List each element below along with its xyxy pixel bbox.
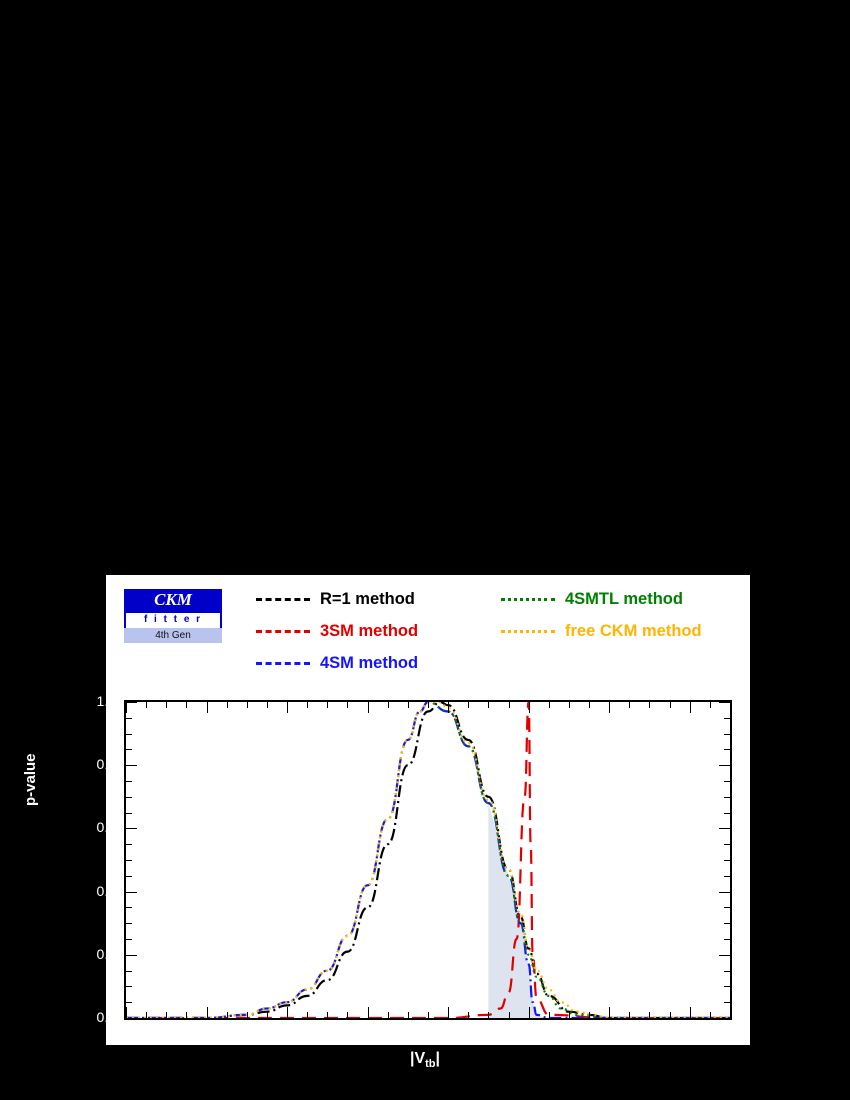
x-tick-minor: [649, 1012, 650, 1018]
legend-swatch-3: [501, 598, 555, 601]
x-tick-minor: [569, 1012, 570, 1018]
x-tick-minor-top: [509, 702, 510, 708]
x-tick-minor-top: [629, 702, 630, 708]
x-tick-major-top: [126, 702, 127, 713]
x-tick-minor-top: [670, 702, 671, 708]
y-tick-minor: [126, 718, 132, 719]
y-tick-minor: [126, 797, 132, 798]
y-tick-major: [126, 765, 137, 766]
y-tick-minor-right: [724, 749, 730, 750]
y-tick-label: 0.0: [96, 1009, 116, 1025]
x-tick-minor: [388, 1012, 389, 1018]
x-tick-major-top: [690, 702, 691, 713]
y-tick-minor: [126, 781, 132, 782]
y-tick-minor-right: [724, 971, 730, 972]
x-tick-minor-top: [186, 702, 187, 708]
y-tick-minor-right: [724, 939, 730, 940]
y-tick-minor-right: [724, 923, 730, 924]
x-tick-minor: [730, 1012, 731, 1018]
y-tick-label: 0.8: [96, 756, 116, 773]
x-tick-minor: [307, 1012, 308, 1018]
x-tick-label: 0.8: [438, 1026, 458, 1042]
y-tick-minor-right: [724, 813, 730, 814]
x-tick-minor-top: [549, 702, 550, 708]
series-line: [126, 702, 730, 1018]
y-tick-label: 0.2: [96, 945, 116, 962]
legend-label-3: 4SMTL method: [565, 589, 683, 608]
x-tick-minor: [267, 1012, 268, 1018]
y-tick-major: [126, 892, 137, 893]
y-tick-major-right: [719, 828, 730, 829]
x-tick-minor: [509, 1012, 510, 1018]
y-tick-major-right: [719, 892, 730, 893]
curves-svg: [126, 702, 730, 1018]
y-tick-minor-right: [724, 907, 730, 908]
x-tick-major-top: [448, 702, 449, 713]
y-tick-minor-right: [724, 781, 730, 782]
legend-item-1: [256, 619, 418, 643]
x-tick-major: [368, 1007, 369, 1018]
legend-label-2: 4SM method: [320, 653, 419, 672]
x-tick-minor: [166, 1012, 167, 1018]
y-tick-minor: [126, 907, 132, 908]
y-tick-major: [126, 1018, 137, 1019]
x-tick-major: [207, 1007, 208, 1018]
legend-label-4: free CKM method: [565, 621, 702, 640]
legend-item-2: [256, 651, 418, 675]
y-tick-minor: [126, 734, 132, 735]
x-axis-title-sub: tb: [425, 1058, 436, 1070]
x-tick-minor-top: [307, 702, 308, 708]
x-tick-minor: [146, 1012, 147, 1018]
x-tick-label: 0.0: [116, 1026, 136, 1042]
legend-swatch-0: [256, 598, 310, 601]
legend-swatch-4: [501, 630, 555, 633]
x-tick-label: 0.4: [277, 1026, 297, 1042]
x-tick-major: [126, 1007, 127, 1018]
x-tick-minor-top: [247, 702, 248, 708]
legend-label-0: R=1 method: [320, 589, 415, 608]
y-tick-minor: [126, 939, 132, 940]
x-tick-minor-top: [327, 702, 328, 708]
x-axis-title: [0, 1050, 850, 1070]
series-line: [126, 702, 730, 1018]
y-axis-title: p-value: [22, 753, 39, 806]
y-tick-label: 0.6: [96, 819, 116, 836]
x-tick-label: 0.2: [196, 1026, 217, 1042]
plot-canvas: [106, 575, 750, 1045]
x-tick-minor: [710, 1012, 711, 1018]
y-tick-minor: [126, 1002, 132, 1003]
y-tick-minor: [126, 749, 132, 750]
x-tick-major-top: [609, 702, 610, 713]
x-tick-minor: [670, 1012, 671, 1018]
x-tick-major-top: [529, 702, 530, 713]
x-tick-minor-top: [267, 702, 268, 708]
x-tick-minor-top: [488, 702, 489, 708]
x-axis-title-end: |: [435, 1050, 441, 1067]
x-tick-minor-top: [569, 702, 570, 708]
x-tick-major: [690, 1007, 691, 1018]
x-tick-minor-top: [468, 702, 469, 708]
x-tick-minor: [347, 1012, 348, 1018]
x-tick-minor-top: [649, 702, 650, 708]
legend-item-4: [501, 619, 702, 643]
x-tick-minor: [408, 1012, 409, 1018]
y-tick-minor: [126, 813, 132, 814]
x-tick-major-top: [368, 702, 369, 713]
y-tick-major-right: [719, 765, 730, 766]
legend-swatch-2: [256, 662, 310, 665]
x-tick-minor-top: [710, 702, 711, 708]
x-tick-label: 1.4: [679, 1026, 700, 1042]
x-tick-minor-top: [166, 702, 167, 708]
x-tick-minor-top: [428, 702, 429, 708]
series-line: [126, 702, 730, 1018]
x-tick-minor: [488, 1012, 489, 1018]
x-tick-major-top: [287, 702, 288, 713]
x-tick-label: 1.0: [518, 1026, 539, 1042]
y-tick-minor-right: [724, 797, 730, 798]
y-tick-minor: [126, 844, 132, 845]
curves-layer: [126, 702, 730, 1018]
x-tick-minor: [428, 1012, 429, 1018]
y-tick-label: 1.0: [96, 693, 116, 709]
legend-label-1: 3SM method: [320, 621, 419, 640]
x-tick-minor: [549, 1012, 550, 1018]
y-tick-minor-right: [724, 718, 730, 719]
y-tick-minor: [126, 971, 132, 972]
y-tick-major: [126, 702, 137, 703]
y-tick-minor-right: [724, 876, 730, 877]
x-tick-minor-top: [589, 702, 590, 708]
x-tick-major: [529, 1007, 530, 1018]
x-tick-major: [609, 1007, 610, 1018]
x-tick-minor: [247, 1012, 248, 1018]
y-tick-minor: [126, 923, 132, 924]
x-tick-major-top: [207, 702, 208, 713]
legend: [106, 575, 750, 700]
x-tick-minor: [629, 1012, 630, 1018]
logo-subtitle: f i t t e r: [124, 613, 222, 628]
logo-title: CKM: [124, 589, 222, 613]
y-tick-major-right: [719, 1018, 730, 1019]
y-tick-major: [126, 828, 137, 829]
y-tick-minor: [126, 876, 132, 877]
ckmfitter-logo: [124, 589, 222, 641]
x-tick-minor: [227, 1012, 228, 1018]
legend-item-3: [501, 587, 683, 611]
x-tick-minor-top: [347, 702, 348, 708]
series-line: [126, 702, 730, 1018]
x-tick-major: [448, 1007, 449, 1018]
y-tick-minor-right: [724, 844, 730, 845]
x-tick-label: 1.2: [599, 1026, 619, 1042]
y-tick-major-right: [719, 955, 730, 956]
x-tick-minor-top: [227, 702, 228, 708]
y-tick-label: 0.4: [96, 882, 116, 899]
y-tick-major: [126, 955, 137, 956]
legend-item-0: [256, 587, 415, 611]
y-tick-minor-right: [724, 1002, 730, 1003]
x-tick-label: 0.6: [357, 1026, 378, 1042]
x-tick-minor: [468, 1012, 469, 1018]
y-tick-minor-right: [724, 986, 730, 987]
y-tick-major-right: [719, 702, 730, 703]
y-tick-minor-right: [724, 860, 730, 861]
x-tick-minor-top: [388, 702, 389, 708]
x-axis-title-main: |V: [409, 1050, 426, 1067]
x-tick-minor: [327, 1012, 328, 1018]
x-tick-minor: [186, 1012, 187, 1018]
x-tick-minor-top: [730, 702, 731, 708]
series-line: [126, 702, 730, 1018]
x-tick-minor: [589, 1012, 590, 1018]
y-tick-minor-right: [724, 734, 730, 735]
x-tick-major: [287, 1007, 288, 1018]
logo-tag: 4th Gen: [124, 628, 222, 643]
y-tick-minor: [126, 986, 132, 987]
x-tick-minor-top: [408, 702, 409, 708]
x-tick-minor-top: [146, 702, 147, 708]
y-tick-minor: [126, 860, 132, 861]
legend-swatch-1: [256, 630, 310, 633]
